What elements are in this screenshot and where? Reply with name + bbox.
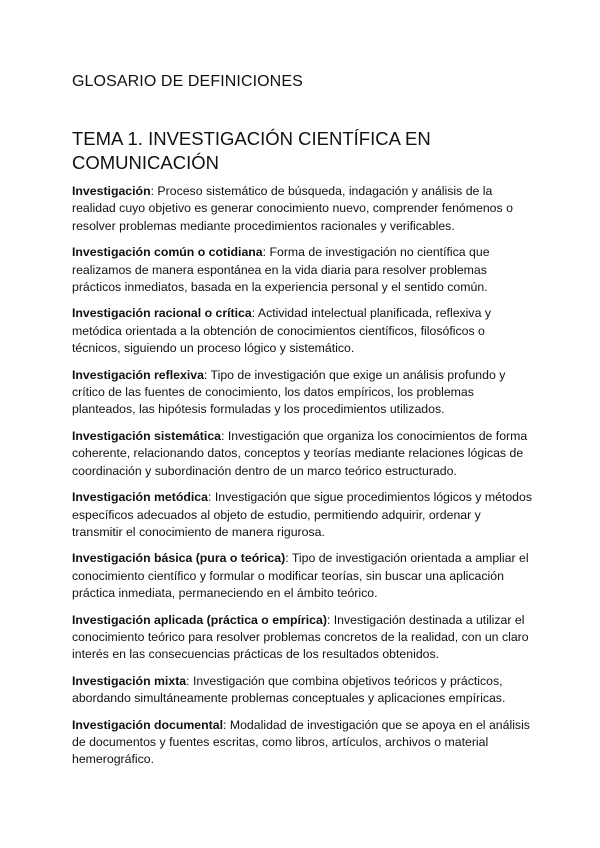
definition-text: : Modalidad de investigación que se apoya en el análisis de documentos y fuentes escritas, como libros, artículos, archivos o material hemerográfico.: [72, 717, 530, 767]
definition-text: : Actividad intelectual planificada, reflexiva y metódica orientada a la obtención de conocimientos científicos, filosóficos o técnicos, siguiendo un proceso lógico y sistemático.: [72, 306, 491, 356]
definition-entry: [72, 550, 532, 602]
definition-entry: [72, 367, 532, 419]
definition-text: : Investigación destinada a utilizar el conocimiento teórico para resolver problemas concretos de la realidad, con un claro interés en las consecuencias prácticas de los resultados obtenidos.: [72, 612, 529, 662]
definition-text: : Forma de investigación no científica que realizamos de manera espontánea en la vida diaria para resolver problemas prácticos inmediatos, basada en la experiencia personal y el sentido común.: [72, 245, 490, 295]
definition-term: Investigación metódica: [72, 490, 208, 505]
definition-term: Investigación reflexiva: [72, 367, 204, 382]
definition-text: : Tipo de investigación que exige un análisis profundo y crítico de las fuentes de conocimiento, los datos empíricos, los problemas planteados, las hipótesis formuladas y los procedimientos utilizados.: [72, 367, 506, 417]
definitions-list: [72, 183, 532, 778]
definition-entry: [72, 673, 532, 708]
definition-entry: [72, 489, 532, 541]
definition-term: Investigación: [72, 184, 151, 198]
definition-entry: [72, 244, 532, 296]
definition-text: : Tipo de investigación orientada a ampliar el conocimiento científico y formular o modificar teorías, sin buscar una aplicación práctica inmediata, permaneciendo en el ámbito teórico.: [72, 551, 529, 601]
definition-text: : Investigación que sigue procedimientos lógicos y métodos específicos adecuados al objeto de estudio, permitiendo adquirir, ordenar y transmitir el conocimiento de manera rigurosa.: [72, 490, 533, 539]
definition-term: Investigación aplicada (práctica o empírica): [72, 612, 327, 627]
definition-entry: [72, 717, 532, 769]
definition-text: : Proceso sistemático de búsqueda, indagación y análisis de la realidad cuyo objetivo es generar conocimiento nuevo, comprender fenómenos o resolver problemas mediante procedimientos racionales y verificables.: [72, 184, 513, 233]
definition-text: : Investigación que organiza los conocimientos de forma coherente, relacionando datos, conceptos y teorías mediante relaciones lógicas de coordinación y subordinación dentro de un marco teórico estructurado.: [72, 428, 528, 478]
definition-term: Investigación racional o crítica: [72, 306, 252, 321]
definition-text: : Investigación que combina objetivos teóricos y prácticos, abordando simultáneamente problemas conceptuales y aplicaciones empíricas.: [72, 673, 506, 706]
definition-term: Investigación mixta: [72, 673, 187, 688]
definition-entry: [72, 305, 532, 357]
definition-term: Investigación sistemática: [72, 428, 221, 443]
definition-term: Investigación básica (pura o teórica): [72, 551, 286, 566]
definition-entry: [72, 428, 532, 480]
definition-entry: [72, 612, 532, 664]
definition-entry: [72, 183, 532, 235]
definition-term: Investigación común o cotidiana: [72, 245, 263, 260]
glossary-title: GLOSARIO DE DEFINICIONES: [72, 73, 303, 90]
topic-title: TEMA 1. INVESTIGACIÓN CIENTÍFICA EN COMUNICACIÓN: [72, 128, 431, 173]
definition-term: Investigación documental: [72, 717, 224, 732]
